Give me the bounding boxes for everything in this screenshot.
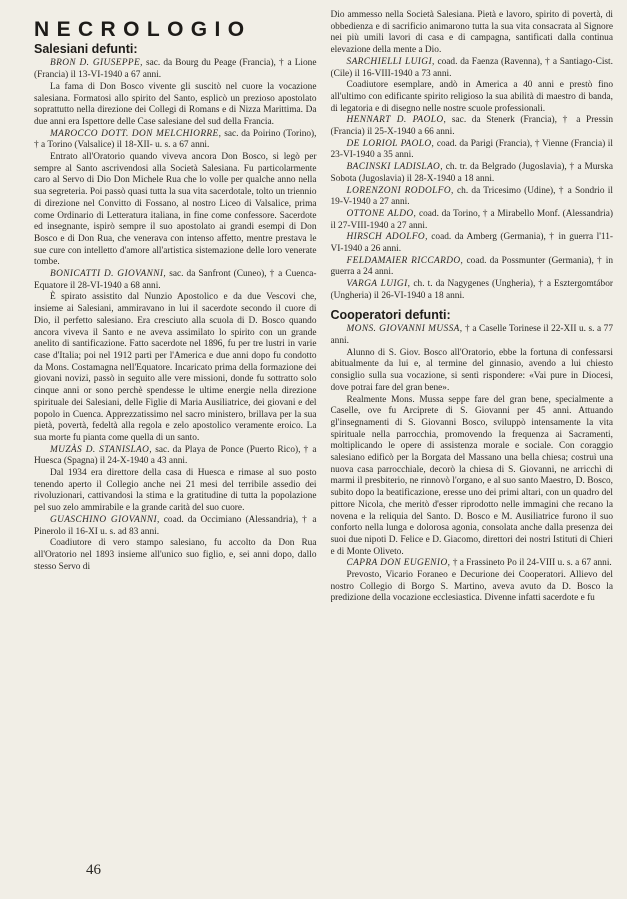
body-paragraph: Prevosto, Vicario Foraneo e Decurione dei Cooperatori. Allievo del nostro Collegio di Borgo S. Martino, aveva avuto da D. Bosco la predizione della vocazione ecclesiastica. Divenne infatti sacerdote e fu: [330, 570, 613, 604]
body-paragraph: Dal 1934 era direttore della casa di Huesca e rimase al suo posto tenendo aperto il Collegio anche nei 21 mesi del terribile assedio dei rivoluzionari, cattivandosi la stima e la gratitudine di tutta la popolazione pel suo zelo ammirabile e la grande carità del suo cuore.: [34, 468, 317, 514]
entry-details: coad. da Occimiano (Alessandria), † a Pinerolo il 16-XI u. s. ad 83 anni.: [34, 514, 317, 537]
obituary-entry: [34, 445, 317, 468]
page-title: NECROLOGIO: [34, 18, 252, 41]
deceased-name: SARCHIELLI LUIGI,: [346, 56, 435, 67]
deceased-name: OTTONE ALDO,: [346, 208, 417, 219]
deceased-name: LORENZONI RODOLFO,: [346, 185, 454, 196]
deceased-name: BACINSKI LADISLAO,: [346, 162, 443, 173]
deceased-name: VARGA LUIGI,: [346, 279, 411, 290]
body-paragraph: La fama di Don Bosco vivente gli suscitò nel cuore la vocazione salesiana. Formatosi allo spirito del Santo, esplicò un prezioso apostolato soprattutto nella direzione dei Collegi di Romans e di Nizza Marittima. Da due anni era Ispettore delle Case salesiane del sud della Francia.: [34, 81, 317, 127]
body-paragraph: Entrato all'Oratorio quando viveva ancora Don Bosco, si legò per sempre al Santo ascrivendosi alla Società Salesiana. Fu particolarmente caro al Servo di Dio Don Michele Rua che lo volle per qualche anno nella sua segreteria. Poi passò quasi tutta la sua vita sacerdotale, tolto un triennio di direzione nel Convitto di Fossano, al nostro Liceo di Valsalice, prima come Ordinario di Letteratura italiana, in fine come confessore. Sacerdote ed insegnante, ispirò sempre il suo apostolato ai grandi esempi di Don Bosco e di Don Rua, che venerava con intenso affetto, mentre prestava le sue cure con intelletto d'amore all'artistica sistemazione delle loro venerate tombe.: [34, 152, 317, 268]
columns: [34, 10, 613, 880]
deceased-name: DE LORIOL PAOLO,: [346, 138, 435, 149]
deceased-name: MONS. GIOVANNI MUSSA,: [346, 324, 463, 335]
deceased-name: BRON D. GIUSEPPE,: [50, 58, 143, 69]
body-paragraph: Alunno di S. Giov. Bosco all'Oratorio, ebbe la fortuna di confessarsi abitualmente da lui e, al termine del ginnasio, avendo a lui chiesto consiglio sulla sua vocazione, si sentì rispondere: «Vai pure in Diocesi, dove potrai fare del gran bene».: [330, 347, 613, 393]
body-paragraph: Coadiutore esemplare, andò in America a 40 anni e prestò fino all'ultimo con edificante spirito religioso la sua abilità di maestro di banda, di legatoria e di disegno nelle nostre scuole professionali.: [330, 80, 613, 114]
entry-details: † a Caselle Torinese il 22-XII u. s. a 77 anni.: [330, 324, 613, 346]
deceased-name: HIRSCH ADOLFO,: [346, 232, 428, 243]
entry-details: † a Frassineto Po il 24-VIII u. s. a 67 anni.: [452, 558, 612, 569]
entry-details: coad. da Parigi (Francia), † Vienne (Francia) il 23-VI-1940 a 35 anni.: [330, 138, 613, 161]
body-paragraph: Realmente Mons. Mussa seppe fare del gran bene, specialmente a Caselle, ove fu Arciprete di S. Giovanni per 45 anni. Attuando gl'insegnamenti di S. Giovanni Bosco, sviluppò intensamente la vita spirituale nella parrocchia, promovendo la frequenza ai Sacramenti, moltiplicando le opere di assistenza morale e sociale. Con coraggio salesiano edificò per la Borgata del Massano una bella chiesa; costruì una nuova casa parrocchiale, decorò la chiesa di S. Giovanni, ne arricchì di marmi il presbiterio, ne rinnovò l'organo, e al suo santo Maestro, D. Bosco, subito dopo la beatificazione, eresse uno dei primi altari, con un quadro del pittore Nicola, che meritò d'esser riprodotto nelle immagini che recano la novena e la reliquia del Santo. D. Bosco e M. Ausiliatrice furono il suo conforto nella lunga e dolorosa agonia, consolata anche dalla presenza dei suoi due nipoti D. Felice e D. Giacomo, direttori dei nostri Istituti di Chieri e di Monte Oliveto.: [330, 394, 613, 557]
entry-details: ch. tr. da Belgrado (Jugoslavia), † a Murska Sobota (Jugoslavia) il 28-X-1940 a 18 anni.: [330, 162, 613, 184]
section-heading: Cooperatori defunti:: [330, 307, 451, 322]
deceased-name: MUZÀS D. STANISLAO,: [50, 444, 153, 455]
entry-details: sac. da Sanfront (Cuneo), † a Cuenca-Equatore il 28-VI-1940 a 68 anni.: [34, 269, 317, 291]
deceased-name: GUASCHINO GIOVANNI,: [50, 514, 160, 525]
body-paragraph: È spirato assistito dal Nunzio Apostolico e da due Vescovi che, insieme ai Salesiani, ammiravano in lui il sacerdote secondo il cuore di Dio, il perfetto salesiano. Era cresciuto alla scuola di D. Bosco quando ancora viveva il Santo e ne aveva assimilato lo spirito con un grande anelito di santificazione. Fatto sacerdote nel 1896, fu per tre lustri in varie case d'Italia; poi nel 1912 partì per l'America e due anni dopo fu condotto da Mons. Costamagna nell'Equatore. Incaricato prima della formazione dei giovani novizi, passò in seguito alle vere missioni, donde fu sottratto solo cinque anni or sono perchè spendesse le ultime energie nella direzione spirituale dei Salesiani, delle Figlie di Maria Ausiliatrice, dei giovani e del popolo in Cuenca. Apprezzatissimo nel sacro ministero, brillava per la sua pietà, povertà, fedeltà alla regola e zelo apostolico veramente eroico. La sua morte fu pianta come quella di un santo.: [34, 292, 317, 443]
obituary-entry: [34, 269, 317, 292]
obituary-entry: [34, 129, 317, 152]
obituary-entry: [331, 209, 614, 232]
deceased-name: HENNART D. PAOLO,: [346, 115, 447, 126]
body-paragraph: Dio ammesso nella Società Salesiana. Pietà e lavoro, spirito di povertà, di obbedienza e di sacrificio animarono tutta la sua vita consacrata al Signore nei più umili lavori di casa e di campagna, santificati dalla continua elevazione della mente a Dio.: [330, 10, 613, 56]
deceased-name: FELDAMAIER RICCARDO,: [346, 255, 464, 266]
obituary-entry: [331, 256, 614, 279]
left-column: [34, 10, 317, 880]
obituary-entry: [331, 279, 614, 302]
obituary-entry: [331, 139, 614, 162]
obituary-entry: [331, 162, 614, 185]
obituary-entry: [34, 515, 317, 538]
entry-details: sac. da Poirino (Torino), † a Torino (Valsalice) il 18-XII- u. s. a 67 anni.: [34, 128, 317, 151]
obituary-entry: [34, 58, 317, 81]
entry-details: sac. da Bourg du Peage (Francia), † a Lione (Francia) il 13-VI-1940 a 67 anni.: [34, 58, 317, 81]
obituary-entry: [331, 232, 614, 255]
entry-details: coad. da Torino, † a Mirabello Monf. (Alessandria) il 27-VIII-1940 a 27 anni.: [330, 208, 613, 231]
deceased-name: CAPRA DON EUGENIO,: [346, 558, 451, 569]
obituary-entry: [331, 115, 614, 138]
entry-details: sac. da Stenerk (Francia), † a Pressin (Francia) il 25-X-1940 a 66 anni.: [330, 115, 613, 138]
entry-details: sac. da Playa de Ponce (Puerto Rico), † a Huesca (Spagna) il 24-X-1940 a 43 anni.: [34, 444, 317, 467]
body-paragraph: Coadiutore di vero stampo salesiano, fu accolto da Don Rua all'Oratorio nel 1893 insieme all'unico suo figlio, e, sei anni dopo, dallo stesso Servo di: [34, 538, 317, 572]
obituary-entry: [331, 558, 614, 570]
page-number: 46: [86, 862, 101, 878]
entry-details: ch. da Tricesimo (Udine), † a Sondrio il 19-V-1940 a 27 anni.: [330, 185, 613, 208]
right-column: [331, 10, 614, 880]
deceased-name: MAROCCO DOTT. DON MELCHIORRE,: [50, 128, 222, 139]
entry-details: coad. da Amberg (Germania), † in guerra l'11-VI-1940 a 26 anni.: [330, 232, 613, 255]
section-heading: Salesiani defunti:: [34, 41, 138, 56]
deceased-name: BONICATTI D. GIOVANNI,: [50, 269, 167, 280]
entry-details: ch. t. da Nagygenes (Ungheria), † a Esztergomtábor (Ungheria) il 26-VI-1940 a 18 anni.: [330, 279, 613, 301]
obituary-entry: [331, 57, 614, 80]
entry-details: coad. da Possmunter (Germania), † in guerra a 24 anni.: [330, 255, 613, 278]
obituary-entry: [331, 324, 614, 347]
entry-details: coad. da Faenza (Ravenna), † a Santiago-Cist. (Cile) il 16-VIII-1940 a 73 anni.: [330, 56, 613, 79]
obituary-entry: [331, 186, 614, 209]
